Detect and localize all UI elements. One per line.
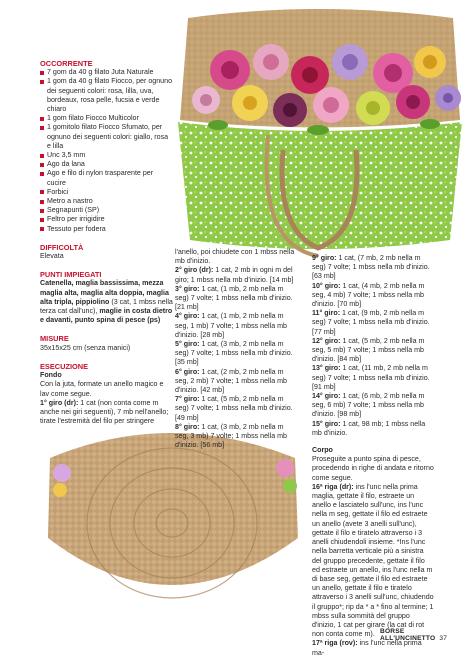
misure-heading: MISURE	[40, 334, 69, 344]
giro-line	[312, 337, 434, 365]
giro-label: 4° giro:	[175, 312, 200, 321]
giro-line	[312, 392, 434, 420]
fondo-text: Con la juta, formate un anello magico e lav come segue.	[40, 380, 164, 398]
giro-text: 1 cat, (2 mb, 2 mb nella m seg, 2 mb) 7 volte; 1 mbss nella mb d'inizio. [42 mb]	[175, 367, 287, 395]
page-number: 37	[439, 635, 448, 642]
material-item: Segnapunti (SP)	[40, 206, 173, 215]
giro-label: 3° giro:	[175, 284, 200, 293]
giro-line	[312, 254, 434, 282]
material-item: Tessuto per fodera	[40, 225, 173, 234]
riga-16-label: 16ª riga (dr):	[312, 482, 354, 491]
giro-label: 5° giro:	[175, 340, 200, 349]
giro-label: 13° giro:	[312, 364, 341, 373]
column-materials	[40, 59, 173, 426]
giro-label: 7° giro:	[175, 395, 200, 404]
materials-list	[40, 68, 173, 234]
giro-label: 15° giro:	[312, 419, 341, 428]
corpo-intro: Proseguite a punto spina di pesce, procedendo in righe di andata e ritorno come segue.	[312, 455, 434, 482]
giro-label: 10° giro:	[312, 281, 341, 290]
giro-label: 11° giro:	[312, 309, 341, 318]
punti-text-c: maglie in costa dietro e davanti, punto spina di pesce (ps)	[40, 307, 173, 325]
difficolta-value: Elevata	[40, 252, 64, 261]
giro-line	[175, 423, 297, 451]
bag-photo	[168, 0, 471, 262]
misure-value: 35x15x25 cm (senza manici)	[40, 343, 131, 352]
material-item: Metro a nastro	[40, 197, 173, 206]
giro-label: 6° giro:	[175, 367, 200, 376]
giro-text: 1 cat, (6 mb, 2 mb nella m seg, 6 mb) 7 volte; 1 mbss nella mb d'inizio. [98 mb]	[312, 392, 425, 419]
column-giri-2-8	[175, 248, 297, 450]
giro-1-label: 1° giro (dr):	[40, 398, 79, 407]
material-item: Forbici	[40, 188, 173, 197]
material-item: 1 gom da 40 g filato Fiocco, per ognuno dei seguenti colori: rosa, lilla, uva, bordeaux, rosa pelle, fucsia e verde chiaro	[40, 77, 173, 114]
difficolta-heading: DIFFICOLTÀ	[40, 242, 84, 252]
giro-text: 1 cat, (5 mb, 2 mb nella m seg, 5 mb) 7 volte; 1 mbss nella mb d'inizio. [84 mb]	[312, 336, 425, 364]
giro-text: 1 cat, (9 mb, 2 mb nella m seg) 7 volte; 1 mbss nella mb d'inizio. [77 mb]	[312, 309, 430, 336]
giro-text: 1 cat, (1 mb, 2 mb nella m seg) 7 volte; 1 mbss nella mb d'inizio. [21 mb]	[175, 284, 293, 312]
riga-16	[312, 483, 434, 639]
material-item: 7 gom da 40 g filato Juta Naturale	[40, 68, 173, 77]
occorrente-heading: OCCORRENTE	[40, 59, 93, 68]
giro-line	[175, 340, 297, 368]
magazine-name: BORSE ALL'UNCINETTO	[380, 628, 436, 642]
giro-text: 1 cat, (4 mb, 2 mb nella m seg, 4 mb) 7 volte; 1 mbss nella mb d'inizio. [70 mb]	[312, 281, 425, 309]
giro-line	[312, 420, 434, 438]
giro-text: 1 cat, 2 mb in ogni m del giro; 1 mbss nella mb d'inizio. [14 mb]	[175, 266, 294, 284]
page-footer	[380, 628, 471, 642]
esecuzione-heading: ESECUZIONE	[40, 361, 89, 371]
giro-line	[175, 368, 297, 396]
giro-text: 1 cat, (1 mb, 2 mb nella m seg, 1 mb) 7 volte; 1 mbss nella mb d'inizio. [28 mb]	[175, 312, 287, 339]
material-item: Ago e filo di nylon trasparente per cucire	[40, 169, 173, 187]
material-item: Unc 3,5 mm	[40, 151, 173, 160]
punti-text-a: Catenella, maglia bassissima, mezza maglia alta, maglia alta doppia, maglia alta tripla, pippiolino	[40, 279, 169, 306]
giro-line	[175, 285, 297, 313]
giro-line	[312, 364, 434, 392]
giro-line	[312, 309, 434, 337]
giro-text: 1 cat, (7 mb, 2 mb nella m seg) 7 volte; 1 mbss nella mb d'inizio. [63 mb]	[312, 254, 430, 281]
material-item: Feltro per irrigidire	[40, 215, 173, 224]
giro-label: 12° giro:	[312, 336, 341, 345]
giro-text: 1 cat, (11 mb, 2 mb nella m seg) 7 volte; 1 mbss nella mb d'inizio. [91 mb]	[312, 364, 430, 391]
riga-16-text: ins l'unc nella prima maglia, gettate il filo, estraete un anello e lasciatelo sull'unc, ins l'unc nella m seg, gettate il filo ed estraete un anello (avete 3 anelli sull'unc), gettate il filo e tiratelo attraverso i 3 anelli chiudendoli insieme. *Ins l'unc nella barretta verticale più a sinistra del gruppo precedente, gettate il filo ed estraete un anello, ins l'unc nella m di base seg, gettate il filo ed estraete un anello, gettate il filo e tiratelo attraverso i 3 anelli sull'unc, chiudendo il gruppo*; rip da * a * fino al termine; 1 mbss sulla sommità del gruppo d'inizio, 1 cat per girare (la cat di rot non conta come m).	[312, 482, 434, 639]
material-item: 1 gomitolo filato Fiocco Sfumato, per ognuno dei seguenti colori: giallo, rosa e lilla	[40, 123, 173, 151]
giro-line	[175, 312, 297, 340]
punti-heading: PUNTI IMPIEGATI	[40, 270, 102, 280]
giro-label: 9° giro:	[312, 254, 337, 262]
giro-1	[40, 399, 173, 427]
riga-17	[312, 639, 434, 657]
riga-17-text: ins l'unc nella prima ma-	[312, 639, 422, 657]
material-item: Ago da lana	[40, 160, 173, 169]
giro-text: 1 cat, 98 mb; 1 mbss nella mb d'inizio.	[312, 419, 426, 437]
giro-text: 1 cat, (3 mb, 2 mb nella m seg, 3 mb) 7 volte; 1 mbss nella mb d'inizio. [56 mb]	[175, 422, 287, 450]
giro-line	[175, 248, 297, 266]
punti-text	[40, 279, 173, 325]
material-item: 1 gom filato Fiocco Multicolor	[40, 114, 173, 123]
giro-line	[175, 395, 297, 423]
riga-17-label: 17ª riga (rov):	[312, 639, 358, 648]
giro-text: 1 cat, (5 mb, 2 mb nella m seg) 7 volte; 1 mbss nella mb d'inizio. [49 mb]	[175, 395, 293, 422]
corpo-heading: Corpo	[312, 446, 333, 455]
giro-text: 1 cat, (3 mb, 2 mb nella m seg) 7 volte; 1 mbss nella mb d'inizio. [35 mb]	[175, 340, 293, 367]
giro-1-text: 1 cat (non conta come m anche nei giri seguenti), 7 mb nell'anello; tirate l'estremità del filo per stringere	[40, 398, 169, 426]
fondo-heading: Fondo	[40, 371, 62, 380]
giro-label: 2° giro (dr):	[175, 266, 214, 275]
punti-text-b: (3 cat, 1 mbss nella terza cat dall'unc),	[40, 297, 173, 316]
column-giri-9-corpo	[312, 254, 434, 658]
giro-line	[175, 266, 297, 284]
giro-label: 14° giro:	[312, 392, 341, 401]
giro-text: l'anello, poi chiudete con 1 mbss nella mb d'inizio.	[175, 248, 295, 266]
giro-label: 8° giro:	[175, 422, 200, 431]
giro-line	[312, 282, 434, 310]
